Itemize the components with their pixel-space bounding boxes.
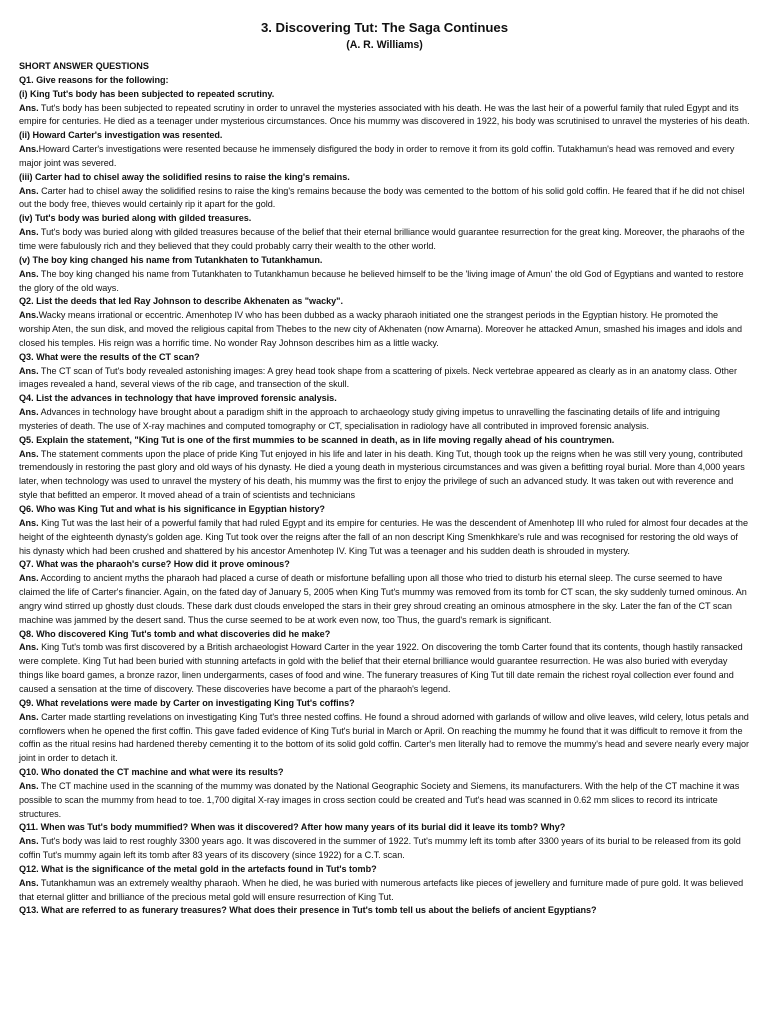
answer-text: King Tut was the last heir of a powerful family that had ruled Egypt and its empire for centuries. He was the descendent of Amenhotep III who ruled for almost four decades at the height of the eighteenth dynasty's golden age. King Tut took over the reigns after the fall of an non descript King Smenkhkare's rule and was recognised for restoring the old ways of his dynasty which had been crushed and shattered by his ancestor Amenhotep IV. King Tut was a teenager and his sudden death is shrouded in mystery. xyxy=(19,517,748,556)
answer-text: The CT scan of Tut's body revealed astonishing images: A grey head took shape from a scattering of pixels. Neck vertebrae appeared as clearly as in an anatomy class. Other images revealed a hand, several views of the rib cage, and transection of the skull. xyxy=(19,365,737,390)
question-11: Q11. When was Tut's body mummified? When was it discovered? After how many years of its burial did it leave its tomb? Why? xyxy=(19,822,566,833)
answer-6 xyxy=(19,517,750,559)
answer-9 xyxy=(19,711,750,766)
section-heading: SHORT ANSWER QUESTIONS xyxy=(19,61,149,71)
question-2: Q2. List the deeds that led Ray Johnson to describe Akhenaten as "wacky". xyxy=(19,296,343,307)
question-1-iii: (iii) Carter had to chisel away the solidified resins to raise the king's remains. xyxy=(19,171,350,182)
answer-label: Ans. xyxy=(19,407,39,418)
answer-text: King Tut's tomb was first discovered by a British archaeologist Howard Carter in the year 1922. On discovering the tomb Carter found that its contents, though hastily ransacked were complete. King Tut had been buried with stunning artefacts in gold with the belief that their eternal brilliance would guarantee resurrection. He was also buried with everyday things like board games, a bronze razor, linen undergarments, cases of food and wine. The funerary treasures of King Tut till date remain the richest royal collection ever found and caused a sensation at the time of discovery. These discoveries have become a part of the pharaoh's legend. xyxy=(19,642,743,694)
answer-label: Ans. xyxy=(19,780,39,791)
answer-7 xyxy=(19,572,750,627)
author-line: (A. R. Williams) xyxy=(346,39,423,51)
answer-label: Ans. xyxy=(19,448,39,459)
answer-text: The boy king changed his name from Tutankhaten to Tutankhamun because he believed himself to be the 'living image of Amun' the old God of Egyptians and wanted to restore the glory of the old ways. xyxy=(19,268,744,293)
question-4: Q4. List the advances in technology that have improved forensic analysis. xyxy=(19,393,337,404)
question-1-intro: Q1. Give reasons for the following: xyxy=(19,74,169,85)
page-title: 3. Discovering Tut: The Saga Continues xyxy=(260,20,508,35)
question-9: Q9. What revelations were made by Carter on investigating King Tut's coffins? xyxy=(19,697,355,708)
answer-label: Ans. xyxy=(19,365,39,376)
question-1-iv: (iv) Tut's body was buried along with gilded treasures. xyxy=(19,213,252,224)
question-6: Q6. Who was King Tut and what is his significance in Egyptian history? xyxy=(19,504,325,514)
answer-1-iii xyxy=(19,185,750,213)
answer-label: Ans. xyxy=(19,310,39,321)
answer-label: Ans. xyxy=(19,517,39,528)
answer-text: Carter made startling revelations on investigating King Tut's three nested coffins. He found a shroud adorned with garlands of willow and olive leaves, wild celery, lotus petals and cornflowers when he opened the first coffin. This gave faded evidence of King Tut's burial in March or April. On reaching the mummy he found that it was difficult to remove it from the coffin as the ritual resins had hardened thereby cementing it to the bottom of its solid gold coffin. Carter's men literally had to remove the mummy's head and severe nearly every major joint in order to detach it. xyxy=(19,711,750,764)
answer-1-i xyxy=(19,102,750,130)
answer-text: Howard Carter's investigations were resented because he immensely disfigured the body in order to remove it from its gold coffin. Tutakhamun's head was removed and every major joint was severed. xyxy=(19,144,735,168)
answer-text: Tutankhamun was an extremely wealthy pharaoh. When he died, he was buried with numerous artefacts like pieces of jewellery and furniture made of pure gold. It was believed that eternal glitter and brilliance of the precious metal gold will ensure resurrection of King Tut. xyxy=(19,877,744,902)
answer-text: Tut's body was buried along with gilded treasures because of the belief that their eternal brilliance would guarantee resurrection for the great king. Moreover, the pharaohs of the time were fabulously rich and they believed that they could probably carry their wealth to the other world. xyxy=(19,227,745,251)
question-8: Q8. Who discovered King Tut's tomb and what discoveries did he make? xyxy=(19,628,331,639)
answer-text: Advances in technology have brought about a paradigm shift in the approach to archaeology study giving impetus to unravelling the fascinating details of life and intriguing mysteries of death. The use of X-ray machines and computed tomography or CT, specialisation in radiology have all contributed in improved forensic analysis. xyxy=(19,407,720,431)
answer-1-v xyxy=(19,268,750,296)
answer-text: Tut's body has been subjected to repeated scrutiny in order to unravel the mysteries associated with his death. He was the last heir of a powerful family that ruled Egypt and its empire for centuries. He died as a teenager under mysterious circumstances. Once his mummy was discovered in 1922, his body was scrutinised to unravel the mysteries of his death. xyxy=(19,102,750,127)
answer-label: Ans. xyxy=(19,268,39,279)
answer-text: Wacky means irrational or eccentric. Amenhotep IV who has been dubbed as a wacky pharaoh initiated one the strangest periods in the Egyptian history. He promoted the worship Aten, the sun disk, and moved the religious capital from Thebes to the new city of Akhenaten (now Amarna). Moreover he attacked Amun, smashed his images and idols and closed his temples. His reign was a horrific time. No wonder Ray Johnson describes him as a little wacky. xyxy=(19,310,743,348)
answer-5 xyxy=(19,448,750,503)
question-13: Q13. What are referred to as funerary treasures? What does their presence in Tut's tomb tell us about the beliefs of ancient Egyptians? xyxy=(19,905,597,916)
question-5: Q5. Explain the statement, "King Tut is one of the first mummies to be scanned in death, as in life moving regally ahead of his countrymen. xyxy=(19,434,615,445)
answer-label: Ans. xyxy=(19,185,39,196)
answer-2 xyxy=(19,309,750,351)
answer-1-iv xyxy=(19,226,750,254)
question-7: Q7. What was the pharaoh's curse? How did it prove ominous? xyxy=(19,559,290,570)
answer-label: Ans. xyxy=(19,877,39,888)
answer-1-ii xyxy=(19,143,750,171)
answer-10 xyxy=(19,780,750,822)
answer-label: Ans. xyxy=(19,573,39,584)
answer-label: Ans. xyxy=(19,836,39,847)
question-12: Q12. What is the significance of the metal gold in the artefacts found in Tut's tomb? xyxy=(19,863,377,874)
answer-text: Tut's body was laid to rest roughly 3300 years ago. It was discovered in the summer of 1922. Tut's mummy left its tomb after 3300 years of its burial to be released from its gold coffin Tut's mummy again left its tomb after 83 years of its discovery (since 1922) for a C.T. scan. xyxy=(19,836,741,861)
answer-label: Ans. xyxy=(19,711,39,722)
answer-11 xyxy=(19,835,750,863)
answer-text: According to ancient myths the pharaoh had placed a curse of death or misfortune befalling upon all those who tried to disturb his eternal sleep. The curse seemed to have claimed the life of Carter's financier. Again, on the fated day of January 5, 2005 when King Tut's mummy was removed from its tomb for CT scan, the sky suddenly turned ominous. An angry wind stirred up ghostly dust clouds. These dark dust clouds enveloped the stars in their grey shroud creating an ominous atmosphere in the sky. Later the fan of the CT scan machine was jammed by the desert sand. Thus the curse seemed to be at work even now, too Thus, the guard's remark is significant. xyxy=(19,573,747,625)
question-1-ii: (ii) Howard Carter's investigation was resented. xyxy=(19,130,223,141)
answer-12 xyxy=(19,877,750,905)
answer-8 xyxy=(19,641,750,696)
answer-3 xyxy=(19,365,750,393)
question-1-i: (i) King Tut's body has been subjected to repeated scrutiny. xyxy=(19,88,275,99)
answer-text: The statement comments upon the place of pride King Tut enjoyed in his life and later in his death. King Tut, though took up the reigns when he was still very young, contributed tremendously in restoring the past glory and old ways of his dynasty. He died a young death in mysterious circumstances and was given a befitting royal burial. More than 4,000 years later, when technology was used to unravel the mystery of his death, his mummy was the first to enjoy the privilege of such an advanced study. It was taken out with reverence and style that befitted an emperor. It moved ahead of a train of scientists and technicians xyxy=(19,448,745,501)
answer-text: Carter had to chisel away the solidified resins to raise the king's remains because the body was cemented to the bottom of his solid gold coffin. He feared that if he did not chisel out the body free, thieves would certainly rip it apart for the gold. xyxy=(19,185,745,210)
answer-label: Ans. xyxy=(19,642,39,653)
answer-text: The CT machine used in the scanning of the mummy was donated by the National Geographic Society and Siemens, its manufacturers. With the help of the CT machine it was possible to scan the mummy from head to toe. 1,700 digital X-ray images in cross section could be created and Tut's head was scanned in 0.62 mm slices to record its intricate structures. xyxy=(19,780,740,819)
question-1-v: (v) The boy king changed his name from Tutankhaten to Tutankhamun. xyxy=(19,254,323,265)
answer-label: Ans. xyxy=(19,144,39,155)
answer-4 xyxy=(19,406,750,434)
answer-label: Ans. xyxy=(19,102,39,113)
question-10: Q10. Who donated the CT machine and what were its results? xyxy=(19,767,284,778)
question-3: Q3. What were the results of the CT scan? xyxy=(19,351,200,362)
answer-label: Ans. xyxy=(19,227,39,238)
